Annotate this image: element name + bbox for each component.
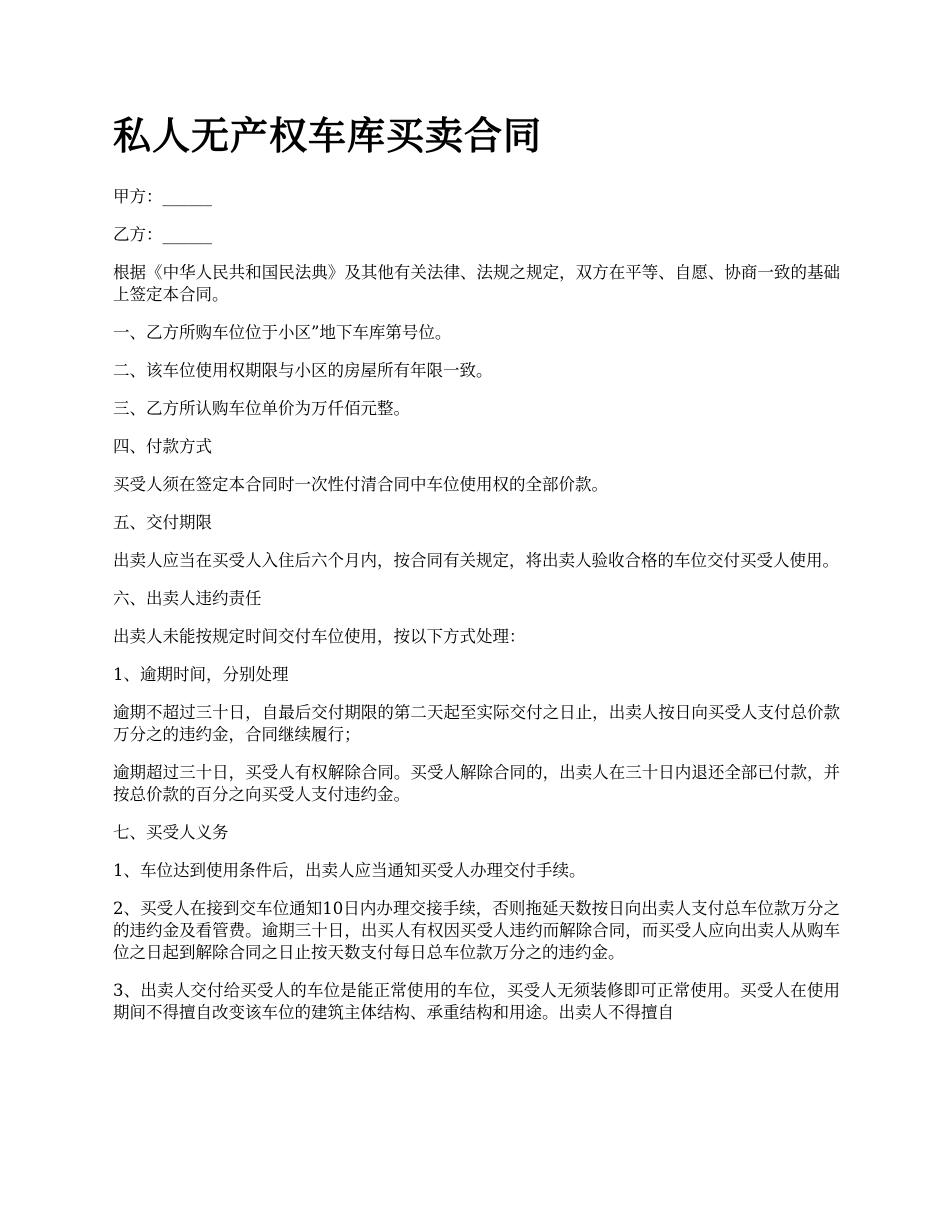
preamble-paragraph: 根据《中华人民共和国民法典》及其他有关法律、法规之规定，双方在平等、自愿、协商一致的基础上签定本合同。 — [113, 263, 840, 304]
clause-6-heading: 六、出卖人违约责任 — [113, 589, 262, 608]
document-title: 私人无产权车库买卖合同 — [113, 113, 543, 158]
clause-3: 三、乙方所认购车位单价为万仟佰元整。 — [113, 399, 410, 418]
party-b-line: 乙方：______ — [113, 225, 212, 244]
clause-6-item-1: 1、逾期时间，分别处理 — [113, 665, 289, 684]
clause-6-intro: 出卖人未能按规定时间交付车位使用，按以下方式处理： — [113, 627, 526, 646]
clause-7-item-1: 1、车位达到使用条件后，出卖人应当通知买受人办理交付手续。 — [113, 861, 586, 880]
clause-7-item-2: 2、买受人在接到交车位通知10日内办理交接手续，否则拖延天数按日向出卖人支付总车位款万分之的违约金及看管费。逾期三十日，出买人有权因买受人违约而解除合同，而买受人应向出卖人从购车位之日起到解除合同之日止按天数支付每日总车位款万分之的违约金。 — [113, 899, 840, 962]
party-a-line: 甲方：______ — [113, 187, 212, 206]
clause-4-heading: 四、付款方式 — [113, 437, 212, 456]
clause-4-body: 买受人须在签定本合同时一次性付清合同中车位使用权的全部价款。 — [113, 475, 608, 494]
clause-5-heading: 五、交付期限 — [113, 513, 212, 532]
clause-6-item-1-a: 逾期不超过三十日，自最后交付期限的第二天起至实际交付之日止，出卖人按日向买受人支付总价款万分之的违约金，合同继续履行； — [113, 703, 840, 744]
clause-7-item-3: 3、出卖人交付给买受人的车位是能正常使用的车位，买受人无须装修即可正常使用。买受人在使用期间不得擅自改变该车位的建筑主体结构、承重结构和用途。出卖人不得擅自 — [113, 981, 840, 1022]
clause-6-item-1-b: 逾期超过三十日，买受人有权解除合同。买受人解除合同的，出卖人在三十日内退还全部已付款，并按总价款的百分之向买受人支付违约金。 — [113, 763, 840, 804]
clause-5-body: 出卖人应当在买受人入住后六个月内，按合同有关规定，将出卖人验收合格的车位交付买受人使用。 — [113, 551, 839, 570]
clause-1: 一、乙方所购车位位于小区”地下车库第号位。 — [113, 323, 452, 342]
contract-page — [113, 112, 840, 1040]
clause-2: 二、该车位使用权期限与小区的房屋所有年限一致。 — [113, 361, 493, 380]
clause-7-heading: 七、买受人义务 — [113, 823, 229, 842]
